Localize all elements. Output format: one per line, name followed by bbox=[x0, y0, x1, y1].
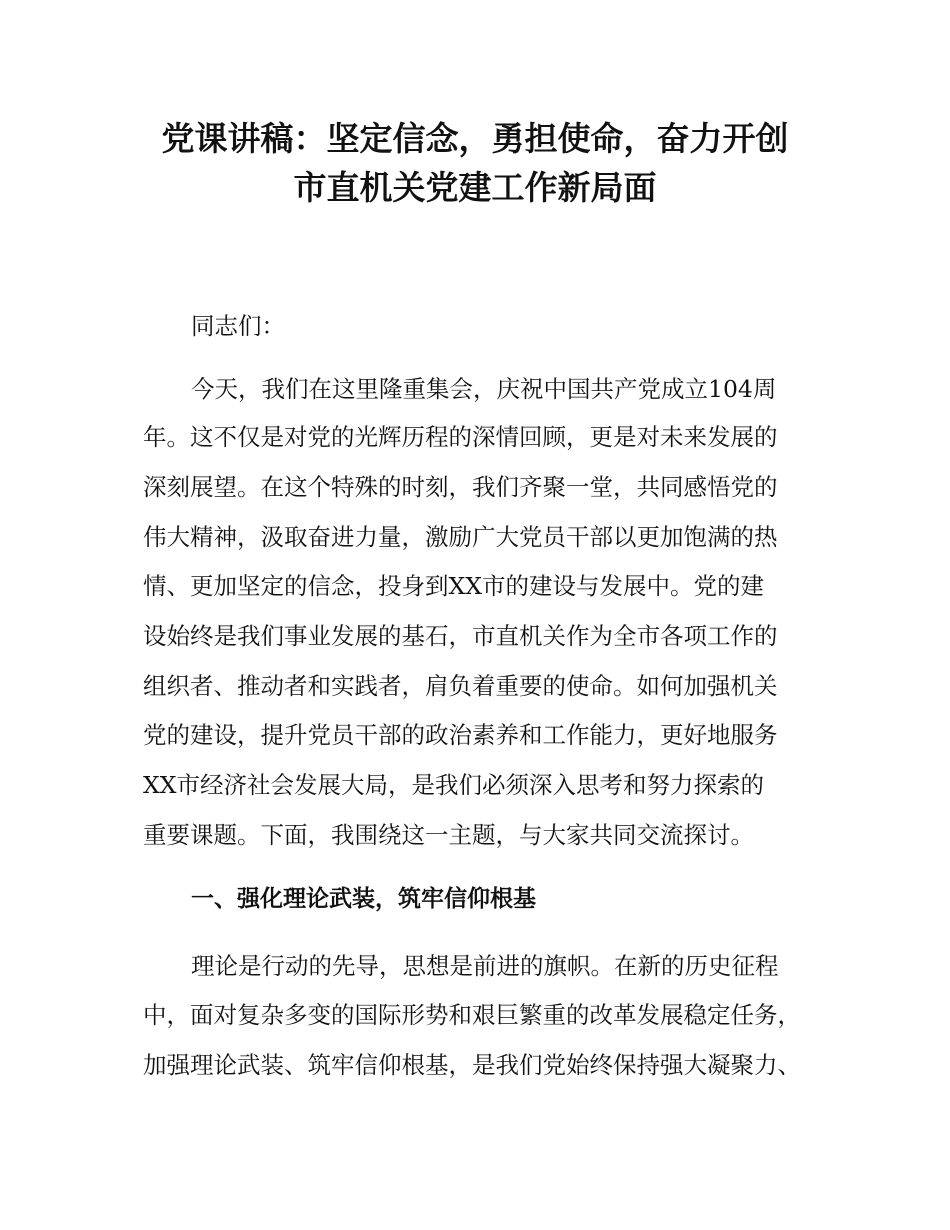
section-heading: 一、强化理论武装，筑牢信仰根基 bbox=[191, 886, 536, 912]
section-line: 理论是行动的先导，思想是前进的旗帜。在新的历史征程 bbox=[191, 952, 779, 980]
document-title-line-2: 市直机关党建工作新局面 bbox=[293, 168, 657, 207]
intro-line: 年。这不仅是对党的光辉历程的深情回顾，更是对未来发展的 bbox=[143, 423, 778, 451]
intro-line: 深刻展望。在这个特殊的时刻，我们齐聚一堂，共同感悟党的 bbox=[143, 473, 778, 501]
intro-line: 今天，我们在这里隆重集会，庆祝中国共产党成立104周 bbox=[191, 375, 777, 403]
intro-line: 设始终是我们事业发展的基石，市直机关作为全市各项工作的 bbox=[143, 622, 778, 650]
document-title-line-1: 党课讲稿：坚定信念，勇担使命，奋力开创 bbox=[161, 119, 789, 158]
intro-line: 伟大精神，汲取奋进力量，激励广大党员干部以更加饱满的热 bbox=[143, 523, 778, 551]
intro-line: 情、更加坚定的信念，投身到XX市的建设与发展中。党的建 bbox=[143, 572, 764, 600]
salutation: 同志们： bbox=[191, 312, 285, 340]
intro-line: XX市经济社会发展大局，是我们必须深入思考和努力探索的 bbox=[143, 771, 764, 799]
intro-line: 重要课题。下面，我围绕这一主题，与大家共同交流探讨。 bbox=[143, 821, 754, 849]
section-line: 加强理论武装、筑牢信仰根基，是我们党始终保持强大凝聚力、 bbox=[143, 1051, 801, 1079]
intro-line: 组织者、推动者和实践者，肩负着重要的使命。如何加强机关 bbox=[143, 672, 778, 700]
section-line: 中，面对复杂多变的国际形势和艰巨繁重的改革发展稳定任务， bbox=[143, 1001, 801, 1029]
intro-line: 党的建设，提升党员干部的政治素养和工作能力，更好地服务 bbox=[143, 721, 778, 749]
